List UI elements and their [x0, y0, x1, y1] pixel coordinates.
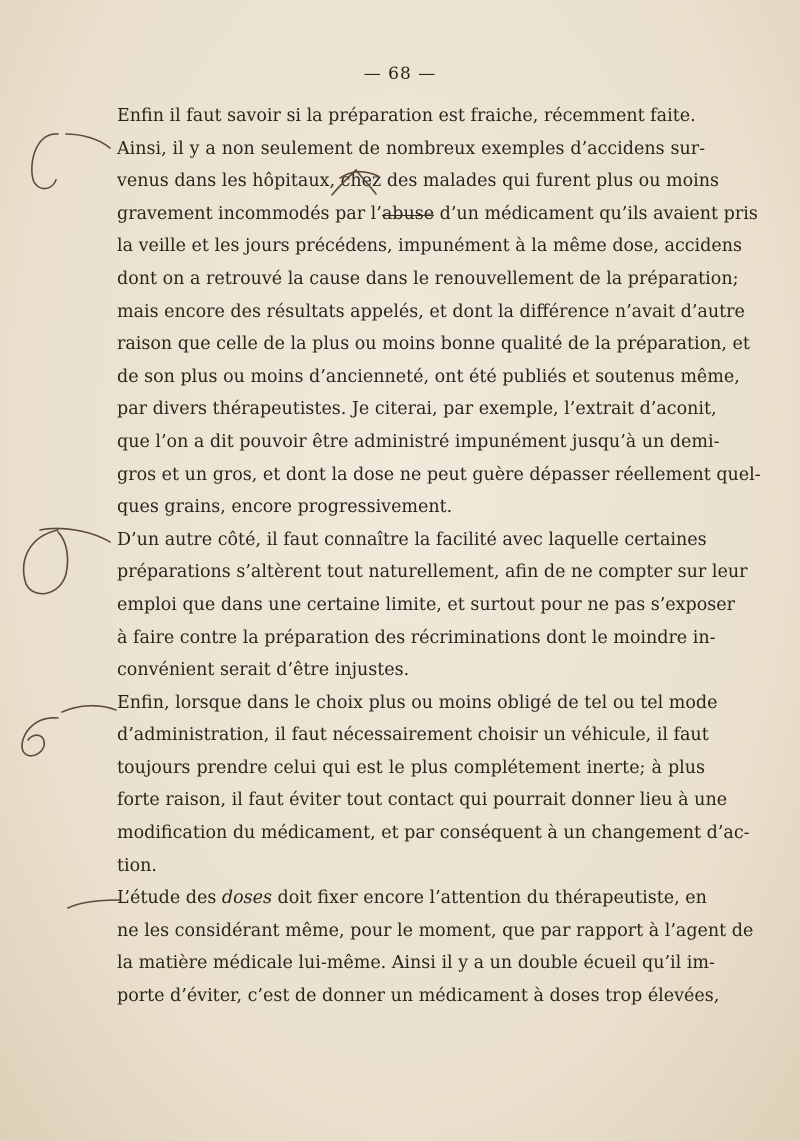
text-line: D’un autre côté, il faut connaître la facilité avec laquelle certaines	[117, 529, 707, 550]
text-line: porte d’éviter, c’est de donner un médicament à doses trop élevées,	[117, 986, 720, 1007]
text-line: ques grains, encore progressivement.	[117, 497, 453, 518]
body-text	[95, 100, 761, 1013]
text-line: venus dans les hôpitaux, chez des malades qui furent plus ou moins	[117, 171, 720, 192]
text-line: à faire contre la préparation des récriminations dont le moindre in-	[117, 627, 716, 648]
text-line: forte raison, il faut éviter tout contact qui pourrait donner lieu à une	[117, 790, 728, 811]
paragraph-4	[95, 687, 750, 883]
text-line: la veille et les jours précédens, impunément à la même dose, accidens	[117, 236, 742, 257]
paragraph-3	[95, 524, 748, 687]
text-line: toujours prendre celui qui est le plus complétement inerte; à plus	[117, 757, 705, 778]
text-line: Enfin il faut savoir si la préparation est fraiche, récemment faite.	[117, 106, 696, 126]
text-line: tion.	[117, 855, 157, 876]
text-line: préparations s’altèrent tout naturellement, afin de ne compter sur leur	[117, 562, 748, 583]
struck-word: abuse	[381, 203, 435, 224]
margin-mark-o	[24, 530, 68, 594]
text-line: Ainsi, il y a non seulement de nombreux exemples d’accidens sur-	[117, 138, 705, 159]
page-number: — 68 —	[363, 64, 437, 84]
text-line: Enfin, lorsque dans le choix plus ou moins obligé de tel ou tel mode	[117, 692, 718, 713]
text-line: de son plus ou moins d’ancienneté, ont été publiés et soutenus même,	[117, 366, 740, 387]
text-line: par divers thérapeutistes. Je citerai, par exemple, l’extrait d’aconit,	[117, 399, 717, 420]
text-line: modification du médicament, et par conséquent à un changement d’ac-	[117, 823, 750, 844]
text-line: raison que celle de la plus ou moins bonne qualité de la préparation, et	[117, 334, 750, 355]
text-line: convénient serait d’être injustes.	[117, 660, 410, 681]
text-line: d’administration, il faut nécessairement choisir un véhicule, il faut	[117, 725, 709, 746]
margin-mark-six	[22, 718, 58, 756]
text-line	[95, 882, 705, 915]
text-line: ne les considérant même, pour le moment, que par rapport à l’agent de	[117, 920, 754, 941]
text-fragment: L’étude des	[117, 888, 222, 909]
text-line: emploi que dans une certaine limite, et surtout pour ne pas s’exposer	[117, 594, 735, 615]
paragraph-2	[95, 133, 761, 524]
paragraph-1	[95, 100, 705, 133]
text-fragment: doit fixer encore l’attention du thérapeutiste, en	[271, 888, 707, 909]
text-line: que l’on a dit pouvoir être administré impunément jusqu’à un demi-	[117, 431, 720, 452]
italic-term: doses	[221, 888, 272, 909]
text-line	[95, 198, 758, 231]
paragraph-5	[95, 882, 754, 1012]
text-line: gros et un gros, et dont la dose ne peut guère dépasser réellement quel-	[117, 464, 761, 485]
text-fragment: d’un médicament qu’ils avaient pris	[434, 203, 758, 224]
text-fragment: gravement incommodés par l’	[117, 203, 382, 224]
margin-mark-c	[32, 134, 58, 189]
text-line: la matière médicale lui-même. Ainsi il y a un double écueil qu’il im-	[117, 953, 715, 974]
text-line: dont on a retrouvé la cause dans le renouvellement de la préparation;	[117, 268, 739, 289]
text-line: mais encore des résultats appelés, et dont la différence n’avait d’autre	[117, 301, 745, 322]
